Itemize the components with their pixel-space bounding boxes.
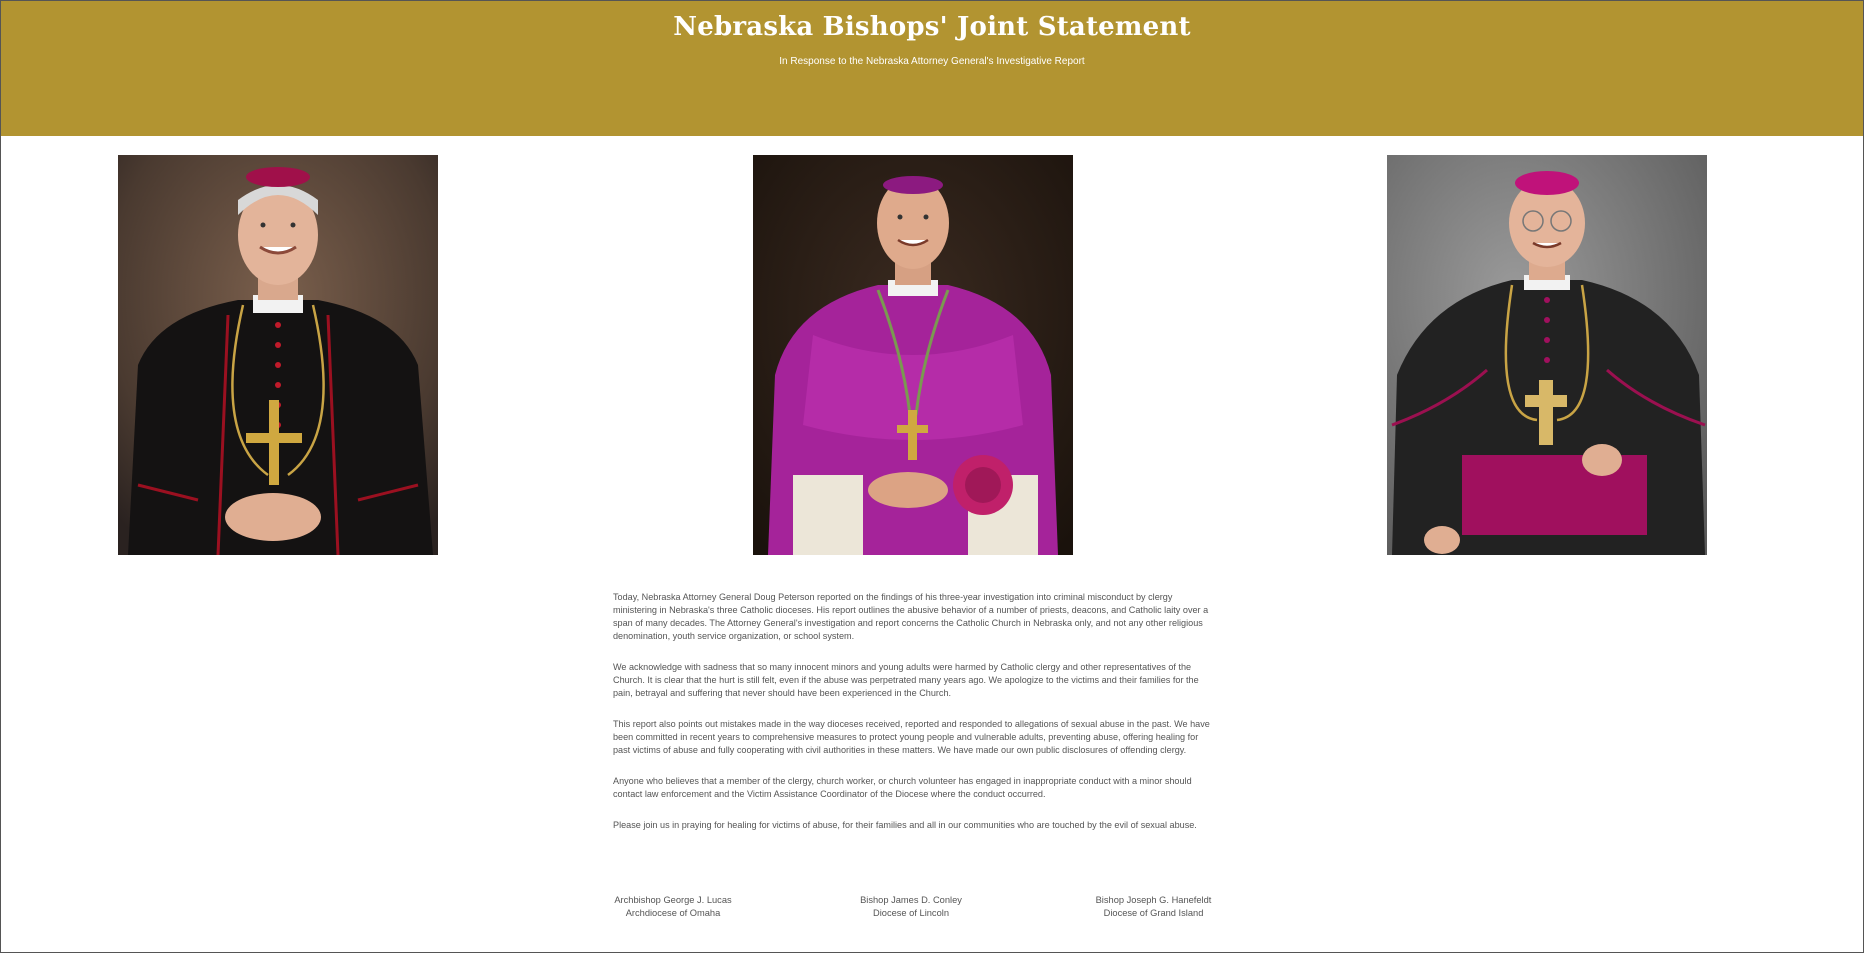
statement-paragraph-2: We acknowledge with sadness that so many innocent minors and young adults were harmed by Catholic clergy and other representatives of the Church. It is clear that the hurt is still felt, even if the abuse was perpetrated many years ago. We apologize to the victims and their families for the pain, betrayal and suffering that never should have been experienced in the Church.	[613, 662, 1199, 698]
statement-paragraph-5: Please join us in praying for healing for victims of abuse, for their families and all in our communities who are touched by the evil of sexual abuse.	[613, 820, 1197, 830]
portrait-image	[1387, 155, 1707, 555]
portrait-bishop-hanefeldt	[1387, 155, 1707, 555]
portrait-image	[753, 155, 1073, 555]
statement-paragraph-4: Anyone who believes that a member of the clergy, church worker, or church volunteer has engaged in inappropriate conduct with a minor should contact law enforcement and the Victim Assistance Coordinator of the Diocese where the conduct occurred.	[613, 776, 1192, 799]
signature-conley	[851, 894, 971, 920]
signature-name: Bishop James D. Conley	[860, 895, 962, 905]
portrait-image	[118, 155, 438, 555]
signature-lucas	[613, 894, 733, 920]
signature-hanefeldt	[1091, 894, 1216, 920]
statement-paragraph-3: This report also points out mistakes made in the way dioceses received, reported and responded to allegations of sexual abuse in the past. We have been committed in recent years to comprehensive measures to protect young people and vulnerable adults, preventing abuse, offering healing for past victims of abuse and fully cooperating with civil authorities in these matters. We have made our own public disclosures of offending clergy.	[613, 719, 1210, 755]
signature-name: Archbishop George J. Lucas	[614, 895, 732, 905]
signature-diocese: Diocese of Lincoln	[873, 908, 949, 918]
statement-text	[613, 591, 1213, 850]
signature-diocese: Diocese of Grand Island	[1103, 908, 1204, 918]
portrait-bishop-conley	[753, 155, 1073, 555]
page-title: Nebraska Bishops' Joint Statement	[673, 12, 1191, 42]
header-banner	[1, 1, 1863, 136]
statement-paragraph-1: Today, Nebraska Attorney General Doug Peterson reported on the findings of his three-year investigation into criminal misconduct by clergy ministering in Nebraska's three Catholic dioceses. His report outlines the abusive behavior of a number of priests, deacons, and Catholic laity over a span of many decades. The Attorney General's investigation and report concerns the Catholic Church in Nebraska only, and not any other religious denomination, youth service organization, or school system.	[613, 592, 1209, 641]
portrait-archbishop-lucas	[118, 155, 438, 555]
signature-name: Bishop Joseph G. Hanefeldt	[1095, 895, 1212, 905]
page-subtitle: In Response to the Nebraska Attorney General's Investigative Report	[779, 56, 1085, 67]
signature-diocese: Archdiocese of Omaha	[625, 908, 721, 918]
